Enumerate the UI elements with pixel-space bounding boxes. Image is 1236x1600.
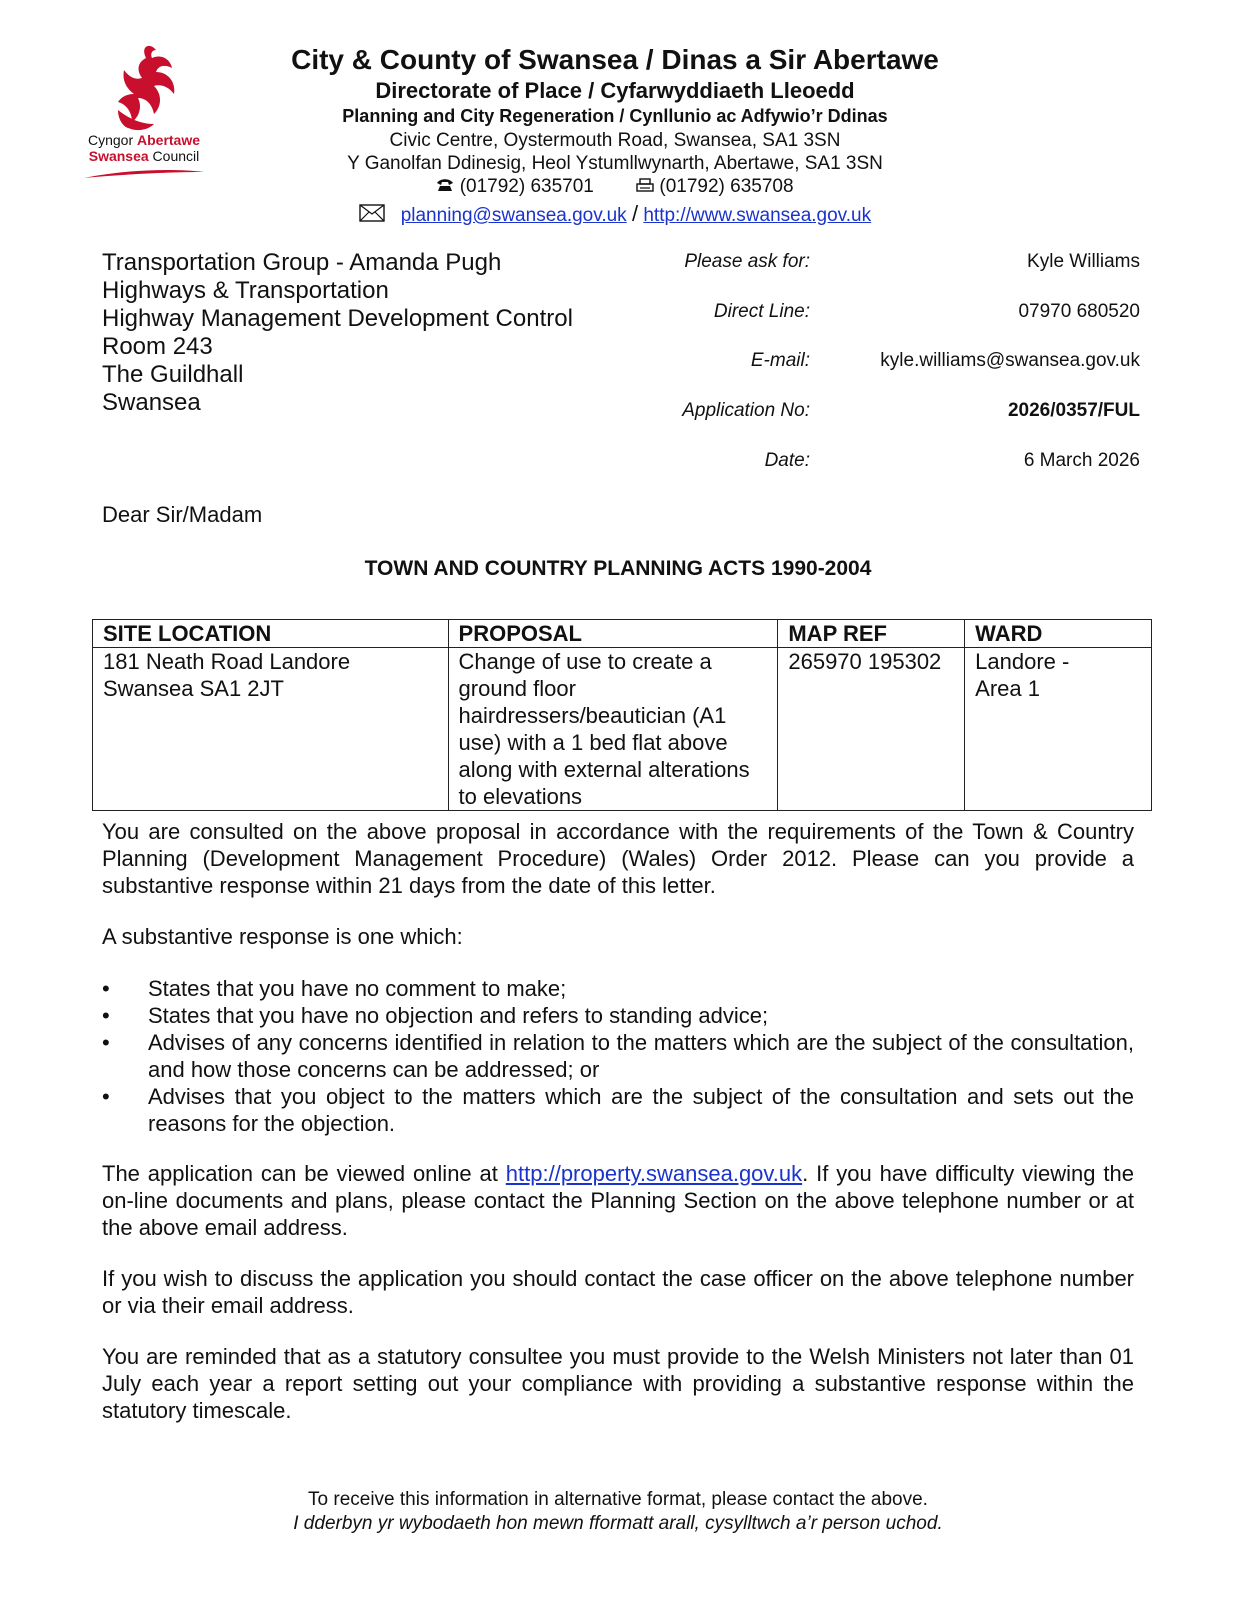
link-separator: / <box>631 201 639 226</box>
date-value: 6 March 2026 <box>1023 450 1140 471</box>
list-item <box>102 1029 1134 1083</box>
phone-number: (01792) 635701 <box>459 176 594 198</box>
contact-links <box>230 201 1000 228</box>
bullet-marker: • <box>102 976 110 1001</box>
ward-line: Landore - <box>975 649 1070 674</box>
bullet-marker: • <box>102 1003 110 1028</box>
recipient-address <box>102 249 573 417</box>
consultation-paragraph: You are consulted on the above proposal in accordance with the requirements of the Town & Country Planning (Development Management Procedure) (Wales) Order 2012. Please can you provide a substantive response within 21 days from the date of this letter. <box>102 819 1134 898</box>
statutory-reminder-paragraph: You are reminded that as a statutory consultee you must provide to the Welsh Ministers not later than 01 July each year a report setting out your compliance with providing a substantive response within the statutory timescale. <box>102 1344 1134 1423</box>
logo-text-cyngor: Cyngor <box>87 132 137 148</box>
online-viewing-paragraph <box>102 1160 1134 1241</box>
org-title: City & County of Swansea / Dinas a Sir Abertawe <box>291 44 939 75</box>
site-line: 181 Neath Road Landore <box>103 649 351 674</box>
list-item-text: States that you have no objection and refers to standing advice; <box>148 1003 769 1028</box>
site-details-table <box>92 619 1152 811</box>
header-proposal: PROPOSAL <box>448 620 778 648</box>
cell-ward <box>965 648 1152 811</box>
list-item <box>102 975 1134 1002</box>
address-welsh: Y Ganolfan Ddinesig, Heol Ystumllwynarth, Abertawe, SA1 3SN <box>347 153 883 174</box>
salutation: Dear Sir/Madam <box>102 502 263 527</box>
council-logo <box>78 40 210 190</box>
letter-heading: TOWN AND COUNTRY PLANNING ACTS 1990-2004 <box>364 557 872 580</box>
directorate-title: Directorate of Place / Cyfarwyddiaeth Lleoedd <box>375 78 855 103</box>
direct-line-value: 07970 680520 <box>1018 301 1140 322</box>
recipient-line: Transportation Group - Amanda Pugh <box>102 249 502 276</box>
footer-english: To receive this information in alternative format, please contact the above. <box>308 1489 928 1510</box>
application-number: 2026/0357/FUL <box>1007 400 1140 421</box>
case-officer-paragraph: If you wish to discuss the application you should contact the case officer on the above telephone number or via their email address. <box>102 1266 1134 1318</box>
email-value: kyle.williams@swansea.gov.uk <box>880 350 1140 371</box>
logo-text-abertawe: Abertawe <box>137 132 201 148</box>
header-map-ref: MAP REF <box>778 620 965 648</box>
header-ward: WARD <box>965 620 1152 648</box>
address-english: Civic Centre, Oystermouth Road, Swansea, SA1 3SN <box>389 130 841 151</box>
fax-number: (01792) 635708 <box>659 176 794 198</box>
property-portal-link[interactable]: http://property.swansea.gov.uk <box>505 1161 803 1186</box>
recipient-line: Highway Management Development Control <box>102 305 573 332</box>
list-item-text: States that you have no comment to make; <box>148 976 567 1001</box>
site-line: Swansea SA1 2JT <box>103 676 284 701</box>
online-text-start: The application can be viewed online at <box>102 1161 506 1186</box>
fax-icon <box>636 176 654 198</box>
online-text-end: . If you have difficulty viewing the on-line documents and plans, please contact the Planning Section on the above telephone number or at the above email address. <box>102 1161 1134 1240</box>
substantive-intro: A substantive response is one which: <box>102 924 463 949</box>
table-row <box>93 648 1152 811</box>
recipient-line: Room 243 <box>102 333 213 360</box>
email-link[interactable]: planning@swansea.gov.uk <box>400 205 627 226</box>
phone-fax-line <box>230 176 1000 198</box>
logo-swoosh-icon <box>82 168 206 180</box>
envelope-icon <box>359 204 385 228</box>
cell-proposal: Change of use to create a ground floor hairdressers/beautician (A1 use) with a 1 bed flat above along with external alterations to elevations <box>448 648 778 811</box>
recipient-line: The Guildhall <box>102 361 244 388</box>
cell-map-ref: 265970 195302 <box>778 648 965 811</box>
date-label: Date: <box>764 450 810 471</box>
recipient-line: Swansea <box>102 389 201 416</box>
bullet-marker: • <box>102 1030 110 1055</box>
telephone-icon <box>436 176 454 198</box>
ask-for-label: Please ask for: <box>684 251 810 272</box>
header-site-location: SITE LOCATION <box>93 620 449 648</box>
department-title: Planning and City Regeneration / Cynllunio ac Adfywio’r Ddinas <box>342 106 888 126</box>
recipient-line: Highways & Transportation <box>102 277 389 304</box>
list-item-text: Advises of any concerns identified in relation to the matters which are the subject of the consultation, and how those concerns can be addressed; or <box>148 1030 1134 1082</box>
logo-text-council: Council <box>148 148 200 164</box>
ask-for-value: Kyle Williams <box>1027 251 1140 272</box>
email-label: E-mail: <box>750 350 810 371</box>
ward-line: Area 1 <box>975 676 1040 701</box>
list-item-text: Advises that you object to the matters which are the subject of the consultation and sets out the reasons for the objection. <box>148 1084 1134 1136</box>
application-label: Application No: <box>682 400 810 421</box>
list-item <box>102 1083 1134 1137</box>
bullet-marker: • <box>102 1084 110 1109</box>
table-header-row <box>93 620 1152 648</box>
footer-welsh: I dderbyn yr wybodaeth hon mewn fformatt arall, cysylltwch a’r person uchod. <box>293 1513 943 1534</box>
cell-site-location <box>93 648 449 811</box>
list-item <box>102 1002 1134 1029</box>
website-link[interactable]: http://www.swansea.gov.uk <box>643 205 872 226</box>
logo-text-swansea: Swansea <box>88 148 149 164</box>
criteria-list <box>102 975 1134 1137</box>
direct-line-label: Direct Line: <box>713 301 810 322</box>
